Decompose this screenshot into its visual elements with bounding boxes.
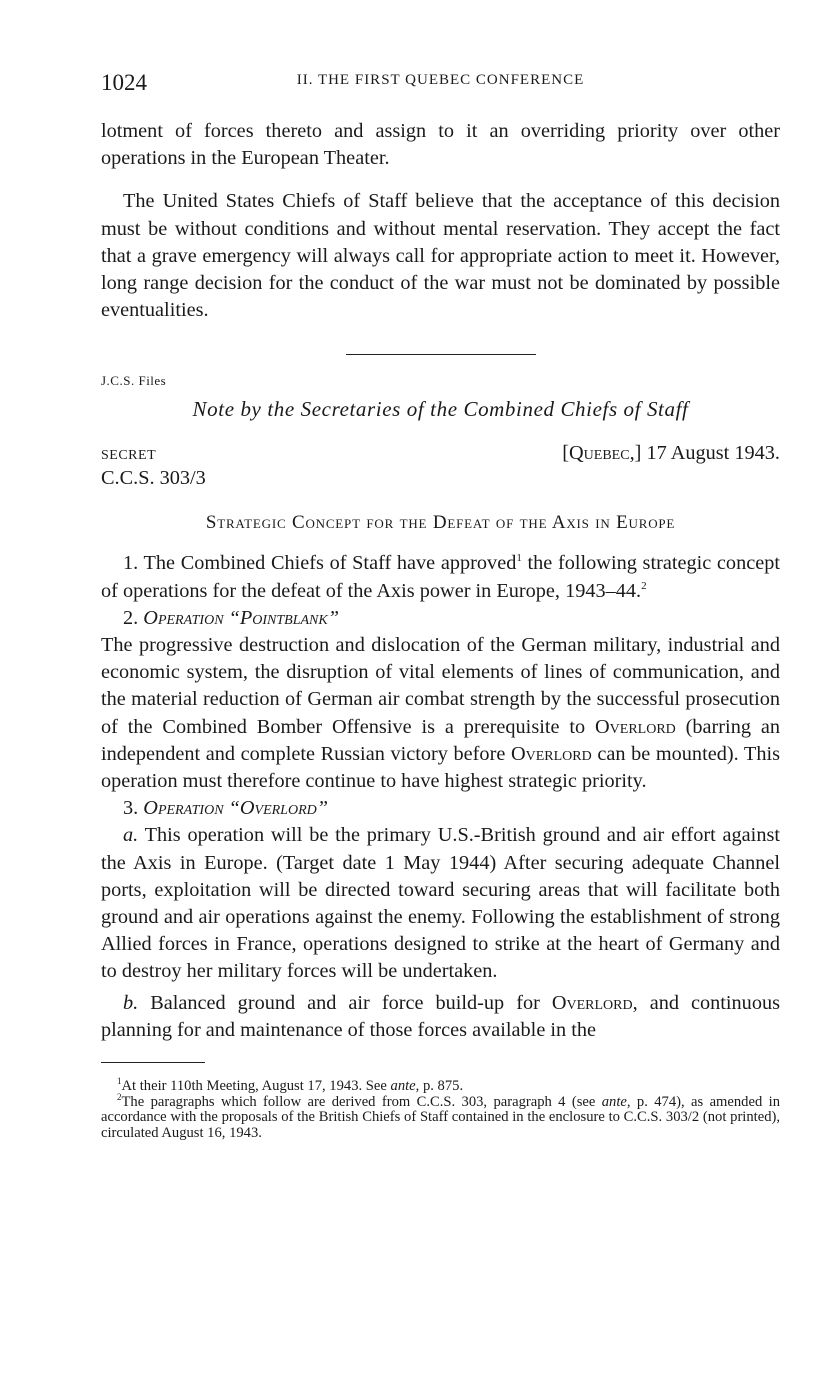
footnotes <box>101 1076 780 1141</box>
running-head <box>101 66 780 102</box>
document-date: [Quebec,] 17 August 1943. <box>562 442 780 465</box>
chiefs-paragraph: The United States Chiefs of Staff believe that the acceptance of this decision must be without conditions and without mental reservation. They accept the fact that a grave emergency will always call for appropriate action to meet it. However, long range decision for the conduct of the war must not be dominated by possible eventualities. <box>101 190 780 322</box>
item-3a: a. This operation will be the primary U.S.-British ground and air effort against the Axis in Europe. (Target date 1 May 1944) After securing adequate Channel ports, exploitation will be directed toward securing areas that will facilitate both ground and air operations against the enemy. Following the establishment of strong Allied forces in France, operations designed to strike at the heart of Germany and to destroy her military forces will be undertaken. <box>101 824 780 983</box>
page <box>101 66 780 1141</box>
section-divider <box>346 354 536 355</box>
document-title: Note by the Secretaries of the Combined Chiefs of Staff <box>192 397 689 422</box>
section-heading: Strategic Concept for the Defeat of the Axis in Europe <box>205 512 676 534</box>
item-2-text: The progressive destruction and dislocation of the German military, industrial and economic system, the disruption of vital elements of lines of communication, and the material reduction of German air combat strength by the successful prosecution of the Combined Bomber Offensive is a prerequisite to Overlord (barring an independent and complete Russian victory before Overlord can be mounted). This operation must therefore continue to have highest strategic priority. <box>101 634 780 793</box>
classification: SECRET <box>101 448 157 464</box>
document-reference: C.C.S. 303/3 <box>101 467 206 490</box>
footnote-1: $^1$At their 110th Meeting, August 17, 1943. See ante, p. 875. <box>117 1076 464 1095</box>
document-header-row <box>101 442 780 465</box>
item-3b: b. Balanced ground and air force build-up for Overlord, and continuous planning for and maintenance of those forces available in the <box>101 991 780 1041</box>
footnote-ref-1: 1 <box>516 552 522 565</box>
page-number: 1024 <box>101 70 147 95</box>
source-files: J.C.S. Files <box>101 373 167 389</box>
continuation-paragraph: lotment of forces thereto and assign to it an overriding priority over other operations in the European Theater. <box>101 120 780 170</box>
date-place: Quebec <box>569 442 630 465</box>
footnote-2: $^2$The paragraphs which follow are derived from C.C.S. 303, paragraph 4 (see ante, p. 474), as amended in accordance with the proposals of the British Chiefs of Staff contained in the enclosure to C.C.S. 303/2 (not printed), circulated August 16, 1943. <box>101 1091 780 1141</box>
item-1: 1. The Combined Chiefs of Staff have approved$^1$ the following strategic concept of operations for the defeat of the Axis power in Europe, 1943–44.$^2$ <box>101 552 780 602</box>
item-2-heading: 2. Operation “Pointblank” <box>123 606 340 629</box>
footnote-divider <box>101 1062 205 1063</box>
footnote-ref-2: 2 <box>641 579 647 592</box>
running-title: II. THE FIRST QUEBEC CONFERENCE <box>296 72 585 88</box>
item-3-heading: 3. Operation “Overlord” <box>123 797 329 820</box>
